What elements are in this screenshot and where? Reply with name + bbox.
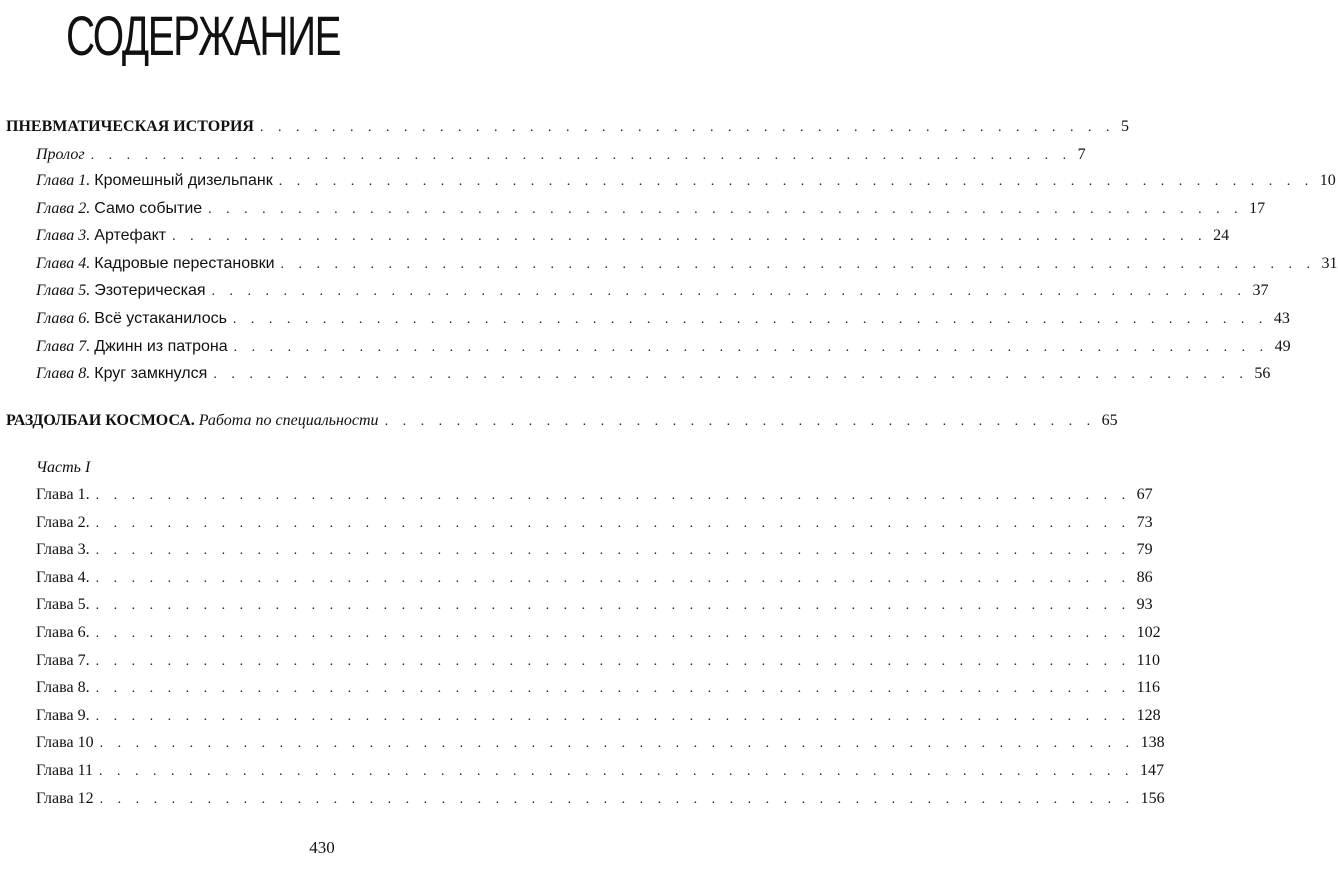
dot-leader: . . . . . . . . . . . . . . . . . . . . . . . . . . . . . . . . . . . . . . . . . . . . . . . . . . . . . . . . . .: [208, 201, 1244, 217]
chapter-title: Само событие: [94, 199, 203, 217]
page-number: 156: [1140, 789, 1165, 807]
chapter-label: Глава 4.: [36, 568, 90, 586]
prologue-label: Пролог: [36, 146, 85, 163]
page-number: 7: [1077, 146, 1086, 163]
part-label: Часть I: [36, 459, 91, 476]
toc-prologue[interactable]: [36, 144, 1086, 167]
chapter-title: Артефакт: [94, 227, 167, 245]
chapter-title: Всё устаканилось: [94, 310, 227, 327]
page-number: 138: [1140, 734, 1165, 752]
dot-leader: . . . . . . . . . . . . . . . . . . . . . . . . . . . . . . . . . . . . . . . . . . . . . . . . . . . . . . . . . .: [95, 653, 1131, 669]
toc-chapter[interactable]: [36, 622, 1161, 645]
toc-chapter[interactable]: [36, 732, 1165, 755]
dot-leader: . . . . . . . . . . . . . . . . . . . . . . . . . . . . . . . . . . . . . . . . . . . . . . . . . . . . . . . . . .: [172, 229, 1208, 245]
toc-chapter[interactable]: [36, 650, 1160, 673]
dot-leader: . . . . . . . . . . . . . . . . . . . . . . . . . . . . . . . . . . . . . . . . . . . . . . . . . . . . . . . . . .: [95, 515, 1131, 531]
toc-section-1[interactable]: [6, 116, 1129, 139]
toc-chapter[interactable]: [36, 677, 1160, 700]
chapter-label: Глава 1.: [36, 172, 91, 189]
chapter-label: Глава 7.: [36, 337, 91, 355]
chapter-label: Глава 8.: [36, 679, 90, 697]
section-title-group: [6, 410, 379, 432]
dot-leader: . . . . . . . . . . . . . . . . . . . . . . . . . . . . . . . . . . . . . . . . . . . . . . . . . . . . . . . . . .: [99, 736, 1135, 752]
section-title: ПНЕВМАТИЧЕСКАЯ ИСТОРИЯ: [6, 118, 254, 135]
toc-chapter[interactable]: [36, 308, 1290, 331]
chapter-label-group: [36, 198, 202, 220]
chapter-label: Глава 6.: [36, 310, 91, 327]
chapter-label: Глава 2.: [36, 513, 90, 531]
section-subtitle: Работа по специальности: [198, 412, 379, 429]
chapter-label-group: [36, 308, 227, 330]
dot-leader: . . . . . . . . . . . . . . . . . . . . . . . . . . . . . . . . . . . . . . . . . . . . . . . . . . . . . . . . . .: [95, 681, 1131, 697]
toc-chapter[interactable]: [36, 336, 1291, 359]
chapter-label: Глава 10: [36, 734, 94, 752]
page-number: 79: [1136, 541, 1153, 559]
page-number: 128: [1136, 706, 1161, 724]
page-number: 17: [1249, 199, 1266, 217]
chapter-label-group: [36, 363, 207, 385]
toc-chapter[interactable]: [36, 512, 1153, 535]
toc-chapter[interactable]: [36, 170, 1336, 193]
chapter-label: Глава 9.: [36, 706, 90, 724]
page-title: СОДЕРЖАНИЕ: [66, 4, 341, 67]
toc-chapter[interactable]: [36, 594, 1153, 617]
dot-leader: . . . . . . . . . . . . . . . . . . . . . . . . . . . . . . . . . . . . . . . . . . . . . . . . . . . . . . . . . .: [95, 570, 1131, 586]
toc-chapter[interactable]: [36, 705, 1161, 728]
page-number: 102: [1136, 624, 1161, 641]
dot-leader: . . . . . . . . . . . . . . . . . . . . . . . . . . . . . . . . . . . . . . . . . . . . . . . . . . . . . . . . . .: [95, 626, 1131, 641]
toc-section-2[interactable]: [6, 410, 1118, 433]
dot-leader: . . . . . . . . . . . . . . . . . . . . . . . . . . . . . . . . . . . . . . . . . . . . . . . . . . . . . . . . . .: [211, 284, 1247, 300]
chapter-label-group: [36, 253, 275, 275]
chapter-label-group: [36, 336, 228, 358]
page-number: 147: [1139, 762, 1164, 779]
chapter-label: Глава 2.: [36, 199, 91, 217]
page-number: 5: [1120, 118, 1129, 135]
dot-leader: . . . . . . . . . . . . . . . . . . . . . . . . . . . . . . . . . . . . . . . . . . . . . . . . . . . . . . . . . .: [98, 764, 1134, 779]
page-number: 73: [1136, 513, 1153, 531]
chapter-label-group: [36, 225, 166, 247]
page-number: 10: [1319, 172, 1336, 189]
chapter-title: Джинн из патрона: [94, 337, 228, 355]
dot-leader: . . . . . . . . . . . . . . . . . . . . . . . . . . . . . . . . . . . . . . . . . . . . . . . . . . . . . . . . . .: [99, 791, 1135, 807]
toc-chapter[interactable]: [36, 363, 1271, 386]
chapter-label: Глава 11: [36, 762, 93, 779]
chapter-title: Кромешный дизельпанк: [94, 172, 273, 189]
page-number: 56: [1254, 365, 1271, 383]
toc-chapter[interactable]: [36, 280, 1269, 303]
chapter-label: Глава 1.: [36, 486, 90, 503]
page-number: 65: [1101, 412, 1118, 429]
section-title: РАЗДОЛБАИ КОСМОСА.: [6, 412, 195, 429]
chapter-label: Глава 4.: [36, 254, 91, 272]
toc-chapter[interactable]: [36, 567, 1153, 590]
chapter-label: Глава 6.: [36, 624, 90, 641]
folio-page-number: 430: [309, 838, 335, 857]
dot-leader: . . . . . . . . . . . . . . . . . . . . . . . . . . . . . . . . . . . . . . . . . . . . . . . . . . . . . . . . . .: [232, 312, 1268, 327]
chapter-label-group: [36, 280, 206, 302]
toc-chapter[interactable]: [36, 788, 1165, 811]
dot-leader: . . . . . . . . . . . . . . . . . . . . . . . . . . . . . . . . . . . . . . . . . . . . . . . . . . . . . . . . . .: [280, 256, 1316, 272]
chapter-label: Глава 7.: [36, 651, 90, 669]
chapter-label-group: [36, 170, 273, 192]
toc-chapter[interactable]: [36, 484, 1153, 507]
page-number: 67: [1136, 486, 1153, 503]
toc-chapter[interactable]: [36, 760, 1164, 783]
page-number: 24: [1213, 227, 1230, 245]
dot-leader: . . . . . . . . . . . . . . . . . . . . . . . . . . . . . . . . . . . . . . . . . . . . . . . . . . . . . . . . . .: [95, 488, 1131, 503]
dot-leader: . . . . . . . . . . . . . . . . . . . . . . . . . . . . . . . . . . . . . . . . . . . . . . . .: [259, 120, 1115, 135]
toc-chapter[interactable]: [36, 539, 1153, 562]
dot-leader: . . . . . . . . . . . . . . . . . . . . . . . . . . . . . . . . . . . . . . . . . . . . . . . . . . . . . . . . . .: [213, 367, 1249, 383]
page-number: 93: [1136, 596, 1153, 614]
chapter-label: Глава 12: [36, 789, 94, 807]
chapter-label: Глава 5.: [36, 282, 91, 300]
chapter-title: Эзотерическая: [94, 282, 206, 300]
dot-leader: . . . . . . . . . . . . . . . . . . . . . . . . . . . . . . . . . . . . . . . . . . . . . . . . . . . . . . . . . .: [278, 174, 1314, 189]
chapter-label: Глава 5.: [36, 596, 90, 614]
dot-leader: . . . . . . . . . . . . . . . . . . . . . . . . . . . . . . . . . . . . . . . . . . . . . . . . . . . . . . . . . .: [95, 543, 1131, 559]
dot-leader: . . . . . . . . . . . . . . . . . . . . . . . . . . . . . . . . . . . . . . . . . . . . . . . . . . . . . . .: [90, 148, 1072, 163]
page-number: 37: [1252, 282, 1269, 300]
chapter-title: Кадровые перестановки: [94, 254, 275, 272]
chapter-label: Глава 3.: [36, 227, 91, 245]
chapter-label: Глава 8.: [36, 365, 91, 383]
page-number: 116: [1136, 679, 1160, 697]
dot-leader: . . . . . . . . . . . . . . . . . . . . . . . . . . . . . . . . . . . . . . . . . . . . . . . . . . . . . . . . . .: [233, 339, 1269, 355]
page-number: 49: [1274, 337, 1291, 355]
dot-leader: . . . . . . . . . . . . . . . . . . . . . . . . . . . . . . . . . . . . . . . . . . . . . . . . . . . . . . . . . .: [95, 598, 1131, 614]
chapter-label: Глава 3.: [36, 541, 90, 559]
toc-chapter[interactable]: [36, 198, 1266, 221]
toc-chapter[interactable]: [36, 225, 1230, 248]
page-number: 86: [1136, 568, 1153, 586]
page-number: 31: [1321, 254, 1338, 272]
page-number: 43: [1273, 310, 1290, 327]
dot-leader: . . . . . . . . . . . . . . . . . . . . . . . . . . . . . . . . . . . . . . . .: [384, 414, 1096, 429]
page-number: 110: [1136, 651, 1160, 669]
toc-chapter[interactable]: [36, 253, 1338, 276]
chapter-title: Круг замкнулся: [94, 365, 208, 383]
dot-leader: . . . . . . . . . . . . . . . . . . . . . . . . . . . . . . . . . . . . . . . . . . . . . . . . . . . . . . . . . .: [95, 708, 1131, 724]
